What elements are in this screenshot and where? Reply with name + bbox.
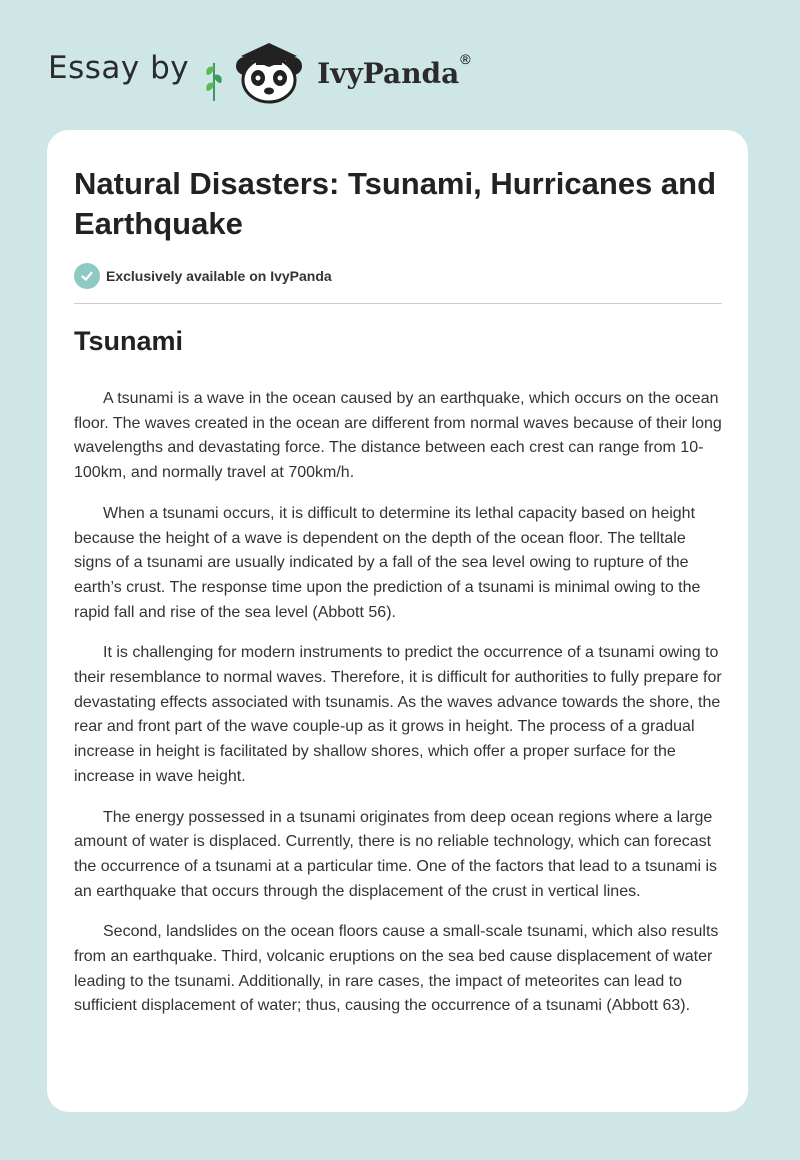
- paragraph: When a tsunami occurs, it is difficult to determine its lethal capacity based on height because the height of a wave is dependent on the depth of the ocean floor. The telltale signs of a tsunami are usually indicated by a fall of the sea level owing to rupture of the earth’s crust. The response time upon the prediction of a tsunami is minimal owing to the rapid fall and rise of the sea level (Abbott 56).: [74, 504, 701, 621]
- ivy-leaf-icon: [203, 57, 225, 101]
- essay-body: [74, 387, 726, 1035]
- exclusive-badge-label: Exclusively available on IvyPanda: [106, 268, 332, 284]
- essay-title: Natural Disasters: Tsunami, Hurricanes and Earthquake: [74, 166, 717, 241]
- essay-card: [47, 130, 748, 1112]
- registered-mark: ®: [460, 51, 471, 67]
- paragraph: It is challenging for modern instruments to predict the occurrence of a tsunami owing to their resemblance to normal waves. Therefore, it is difficult for authorities to fully prepare for devastating effects associated with tsunamis. As the waves advance towards the shore, the rear and front part of the wave couple-up as it grows in height. The process of a gradual increase in height is facilitated by shallow shores, which offer a proper surface for the increase in wave height.: [74, 644, 722, 785]
- section-heading: Tsunami: [74, 326, 184, 356]
- brand-logo[interactable]: [48, 36, 471, 106]
- brand-prefix: Essay by: [48, 50, 190, 86]
- paragraph: The energy possessed in a tsunami originates from deep ocean regions where a large amount of water is displaced. Currently, there is no reliable technology, which can forecast the occurrence of a tsunami at a particular time. One of the factors that lead to a tsunami is an earthquake that occurs through the displacement of the crust in vertical lines.: [74, 808, 717, 900]
- check-icon: [74, 263, 100, 289]
- paragraph: Second, landslides on the ocean floors cause a small-scale tsunami, which also results from an earthquake. Third, volcanic eruptions on the sea bed cause displacement of water leading to the tsunami. Additionally, in rare cases, the impact of meteorites can lead to sufficient displacement of water; thus, causing the occurrence of a tsunami (Abbott 63).: [74, 923, 719, 1015]
- brand-name: IvyPanda: [317, 56, 460, 90]
- paragraph: A tsunami is a wave in the ocean caused by an earthquake, which occurs on the ocean floor. The waves created in the ocean are different from normal waves because of their long wavelengths and devastating force. The distance between each crest can range from 10-100km, and normally travel at 700km/h.: [74, 390, 722, 482]
- panda-mascot-icon: [227, 36, 311, 106]
- exclusive-badge: [74, 263, 332, 289]
- divider: [74, 303, 722, 304]
